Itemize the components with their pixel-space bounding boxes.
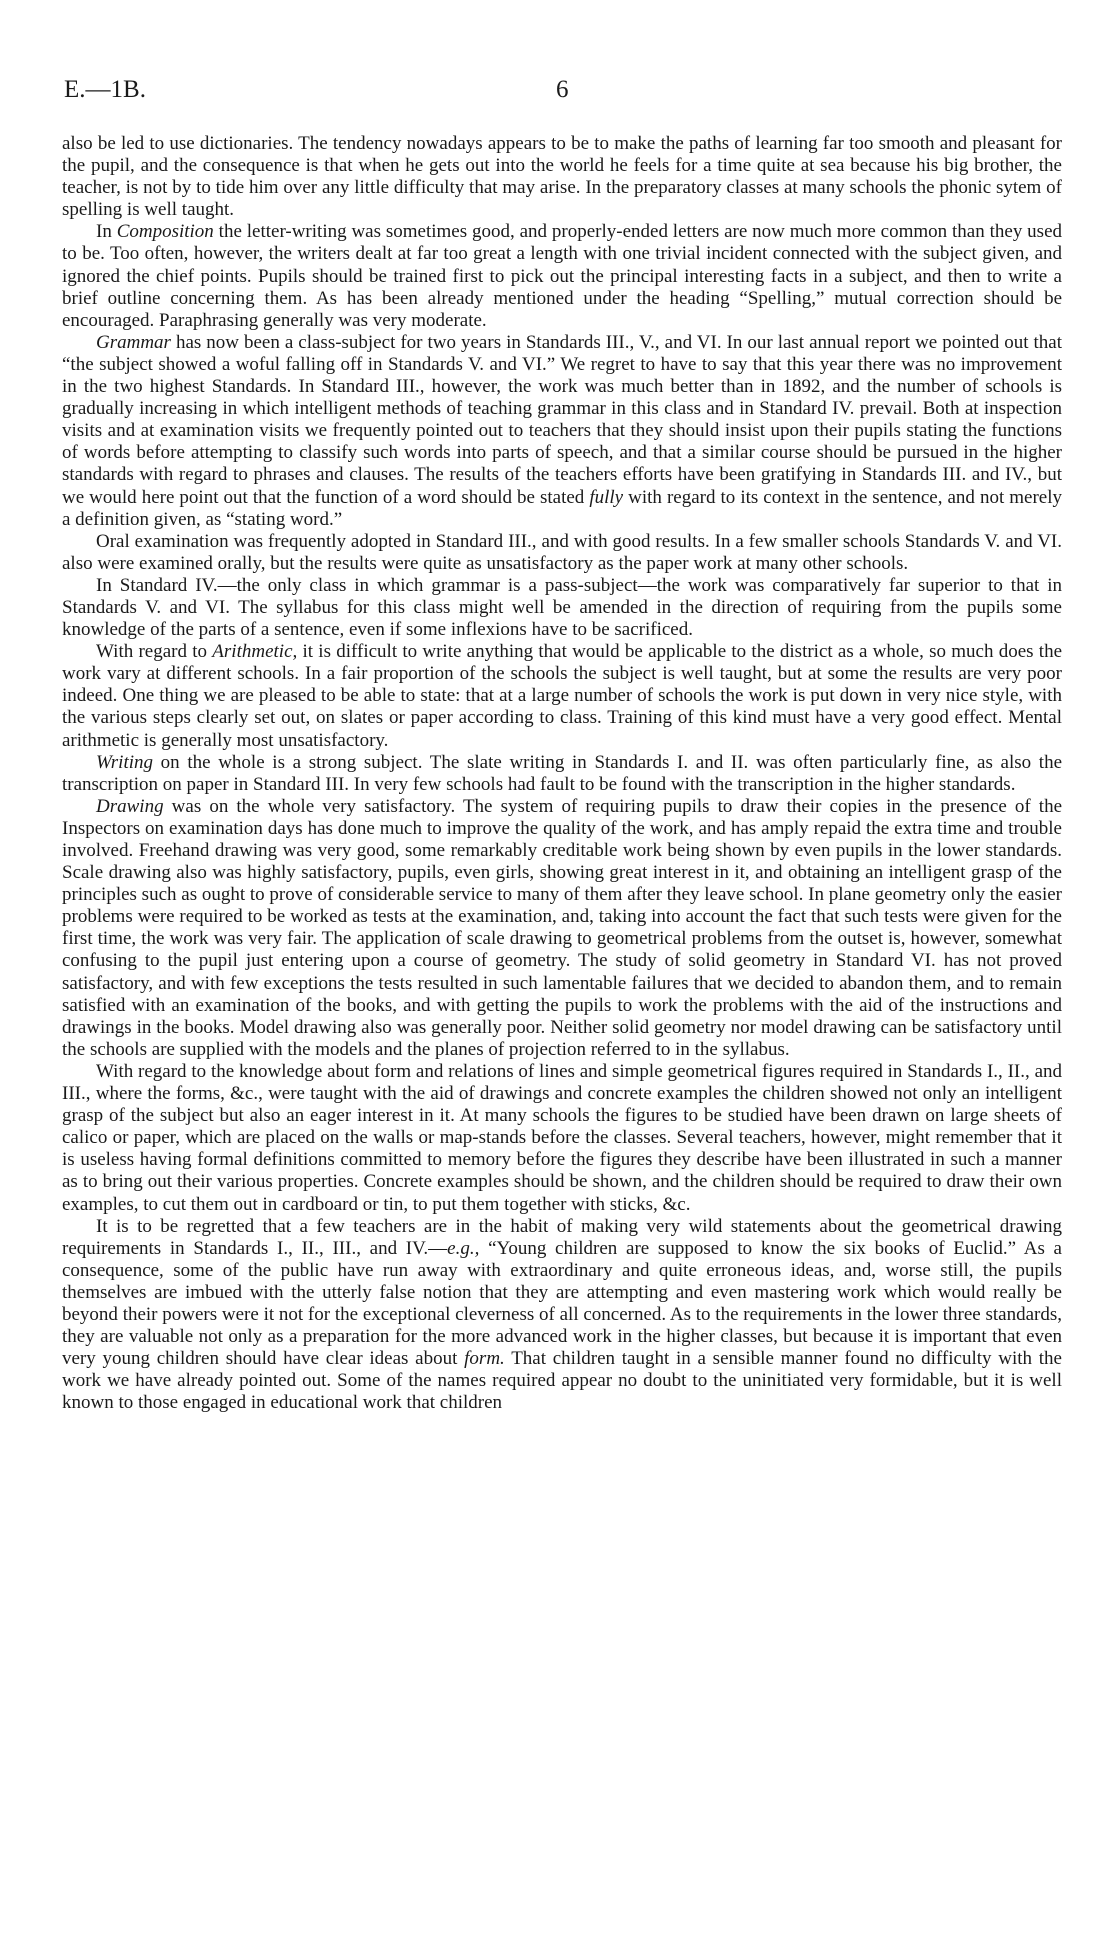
subject-heading-drawing: Drawing <box>96 795 164 817</box>
paragraph-text: the letter-writing was sometimes good, and properly-ended letters are now much more common than they used to be. Too often, however, the writers dealt at far too great a length with one trivial incident connected with the subject given, and ignored the chief points. Pupils should be trained first to pick out the principal interesting facts in a subject, and then to write a brief outline concerning them. As has been already mentioned under the heading “Spelling,” mutual correction should be encouraged. Paraphrasing generally was very moderate. <box>62 221 1062 331</box>
paragraph-composition <box>62 221 1062 331</box>
subject-heading-grammar: Grammar <box>96 331 171 353</box>
paragraph-form-and-figures <box>62 1061 1062 1216</box>
paragraph-text: on the whole is a strong subject. The slate writing in Standards I. and II. was often particularly fine, as also the transcription on paper in Standard III. In very few schools had fault to be found with the transcription in the higher standards. <box>62 751 1062 795</box>
paragraph-text: also be led to use dictionaries. The tendency nowadays appears to be to make the paths of learning far too smooth and pleasant for the pupil, and the consequence is that when he gets out into the world he feels for a time quite at sea because his big brother, the teacher, is not by to tide him over any little difficulty that may arise. In the preparatory classes at many schools the phonic sytem of spelling is well taught. <box>62 133 1062 221</box>
paragraph-oral-examination <box>62 531 1062 575</box>
paragraph-standard-iv <box>62 575 1062 641</box>
paragraph-dictionaries <box>62 133 1062 221</box>
paragraph-pre: In <box>96 221 117 243</box>
paragraph-grammar <box>62 332 1062 531</box>
paragraph-text: has now been a class-subject for two years in Standards III., V., and VI. In our last annual report we pointed out that “the subject showed a woful falling off in Standards V. and VI.” We regret to have to say that this year there was no improvement in the two highest Standards. In Standard III., however, the work was much better than in 1892, and the number of schools is gradually increasing in which intelligent methods of teaching grammar in this class and in Standard IV. prevail. Both at inspection visits and at examination visits we frequently pointed out to teachers that they should insist upon their pupils stating the functions of words before attempting to classify such words into parts of speech, and that a similar course should be pursued in the higher standards with regard to phrases and clauses. The results of the teachers efforts have been gratifying in Standards III. and IV., but we would here point out that the function of a word should be stated <box>62 331 1062 508</box>
page-number: 6 <box>556 76 569 103</box>
subject-heading-writing: Writing <box>96 751 154 773</box>
page-header <box>64 76 1064 116</box>
paragraph-text: was on the whole very satisfactory. The system of requiring pupils to draw their copies in the presence of the Inspectors on examination days has done much to improve the quality of the work, and has amply repaid the extra time and trouble involved. Freehand drawing was very good, some remarkably creditable work being shown by even pupils in the lower standards. Scale drawing also was highly satisfactory, pupils, even girls, showing great interest in it, and obtaining an intelligent grasp of the principles such as ought to prove of considerable service to many of them after they leave school. In plane geometry only the easier problems were required to be worked as tests at the examination, and, taking into account the fact that such tests were given for the first time, the work was very fair. The application of scale drawing to geometrical problems from the outset is, however, somewhat confusing to the pupil just entering upon a course of geometry. The study of solid geometry in Standard VI. has not proved satisfactory, and with few exceptions the tests resulted in such lamentable failures that we decided to abandon them, and to remain satisfied with an examination of the books, and with getting the pupils to work the problems with the aid of the instructions and drawings in the books. Model drawing also was generally poor. Neither solid geometry nor model drawing can be satisfactory until the schools are supplied with the models and the planes of projection referred to in the syllabus. <box>62 795 1062 1060</box>
emphasis-form: form. <box>464 1348 505 1370</box>
paragraph-writing <box>62 752 1062 796</box>
paragraph-text: Oral examination was frequently adopted in Standard III., and with good results. In a few smaller schools Standards V. and VI. also were examined orally, but the results were quite as unsatisfactory as the paper work at many other schools. <box>62 530 1062 574</box>
emphasis-fully: fully <box>589 486 624 508</box>
paragraph-pre: With regard to <box>96 641 213 663</box>
report-reference: E.—1B. <box>64 76 146 103</box>
paragraph-pre: It is to be regretted that a few teachers are in the habit of making very wild statements about the geometrical drawing requirements in Standards I., II., III., and IV.— <box>62 1215 1062 1259</box>
emphasis-eg: e.g., <box>447 1237 480 1259</box>
paragraph-arithmetic <box>62 641 1062 751</box>
subject-heading-composition: Composition <box>116 221 214 243</box>
subject-heading-arithmetic: Arithmetic, <box>212 641 298 663</box>
paragraph-text: “Young children are supposed to know the six books of Euclid.” As a consequence, some of the public have run away with extraordinary and quite erroneous ideas, and, worse still, the pupils themselves are imbued with the utterly false notion that they are attempting and even mastering work which would really be beyond their powers were it not for the exceptional cleverness of all concerned. As to the requirements in the lower three standards, they are valuable not only as a preparation for the more advanced work in the higher classes, but because it is important that even very young children should have clear ideas about <box>62 1237 1062 1370</box>
paragraph-text-continued: with regard to its context in the sentence, and not merely a definition given, as “stating word.” <box>62 486 1063 530</box>
paragraph-text: In Standard IV.—the only class in which grammar is a pass-subject—the work was comparatively far superior to that in Standards V. and VI. The syllabus for this class might well be amended in the direction of requiring from the pupils some knowledge of the parts of a sentence, even if some inflexions have to be sacrificed. <box>62 574 1062 641</box>
body-text <box>62 133 1062 1414</box>
paragraph-geometrical-requirements <box>62 1216 1062 1415</box>
paragraph-drawing <box>62 796 1062 1061</box>
paragraph-text: With regard to the knowledge about form and relations of lines and simple geometrical figures required in Standards I., II., and III., where the forms, &c., were taught with the aid of drawings and concrete examples the children showed not only an intelligent grasp of the subject but also an eager interest in it. At many schools the figures to be studied have been drawn on large sheets of calico or paper, which are placed on the walls or map-stands before the classes. Several teachers, however, might remember that it is useless having formal definitions committed to memory before the figures they describe have been illustrated in such a manner as to bring out their various properties. Concrete examples should be shown, and the children should be required to draw their own examples, to cut them out in cardboard or tin, to put them together with sticks, &c. <box>62 1060 1062 1215</box>
paragraph-text: it is difficult to write anything that would be applicable to the district as a whole, so much does the work vary at different schools. In a fair proportion of the schools the subject is well taught, but at some the results are very poor indeed. One thing we are pleased to be able to state: that at a large number of schools the work is put down in very nice style, with the various steps clearly set out, on slates or paper according to class. Training of this kind must have a very good effect. Mental arithmetic is generally most unsatisfactory. <box>62 641 1063 751</box>
paragraph-text-continued: That children taught in a sensible manner found no difficulty with the work we have already pointed out. Some of the names required appear no doubt to the uninitiated very formidable, but it is well known to those engaged in educational work that children <box>62 1348 1062 1414</box>
